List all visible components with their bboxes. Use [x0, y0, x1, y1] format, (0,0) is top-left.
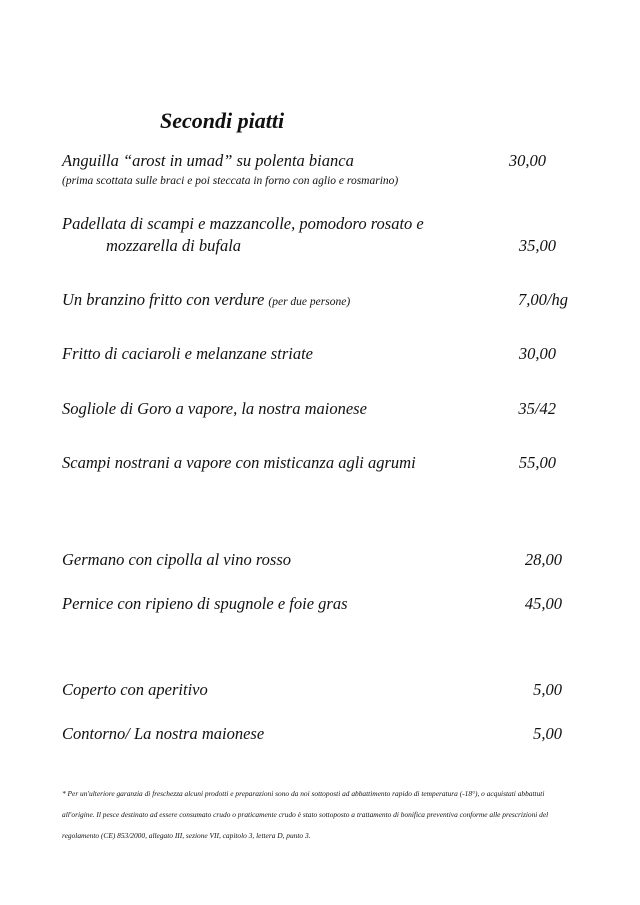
dish-name: Pernice con ripieno di spugnole e foie gras [62, 594, 348, 613]
dish-price: 7,00/hg [518, 290, 568, 309]
dish-description: (prima scottata sulle braci e poi steccata in forno con aglio e rosmarino) [62, 175, 399, 187]
dish-name-wrap [62, 289, 350, 313]
dish-price: 28,00 [524, 550, 562, 569]
dish-price: 5,00 [533, 724, 562, 743]
dish-note: (per due persone) [268, 296, 351, 308]
dish-name: Germano con cipolla al vino rosso [62, 550, 291, 569]
dish-name: Sogliole di Goro a vapore, la nostra maionese [62, 399, 367, 418]
dish-name: Contorno/ La nostra maionese [62, 724, 265, 743]
dish-price: 35/42 [518, 399, 556, 418]
dish-price: 30,00 [518, 344, 556, 363]
dish-price: 35,00 [518, 236, 556, 255]
footnote: * Per un'ulteriore garanzia di freschezza alcuni prodotti e preparazioni sono da noi sottoposti ad abbattimento rapido di temperatura (-18°), o acquistati abbattuti all'origine. Il pesce destinato ad essere consumato crudo o praticamente crudo è stato sottoposto a trattamento di bonifica preventiva conforme alle prescrizioni del regolamento (CE) 853/2000, allegato III, sezione VII, capitolo 3, lettera D, punto 3. [62, 789, 549, 840]
dish-name: Anguilla “arost in umad” su polenta bianca [62, 151, 354, 170]
dish-name-line2: mozzarella di bufala [106, 236, 242, 255]
dish-price: 30,00 [508, 151, 546, 170]
dish-name: Padellata di scampi e mazzancolle, pomodoro rosato e [62, 214, 424, 233]
dish-name: Scampi nostrani a vapore con misticanza agli agrumi [62, 453, 416, 472]
dish-price: 5,00 [533, 680, 562, 699]
menu-title: Secondi piatti [160, 108, 285, 133]
dish-name: Fritto di caciaroli e melanzane striate [62, 344, 313, 363]
dish-price: 55,00 [518, 453, 556, 472]
dish-price: 45,00 [524, 594, 562, 613]
dish-name: Coperto con aperitivo [62, 680, 208, 699]
dish-name: Un branzino fritto con verdure [62, 290, 265, 309]
